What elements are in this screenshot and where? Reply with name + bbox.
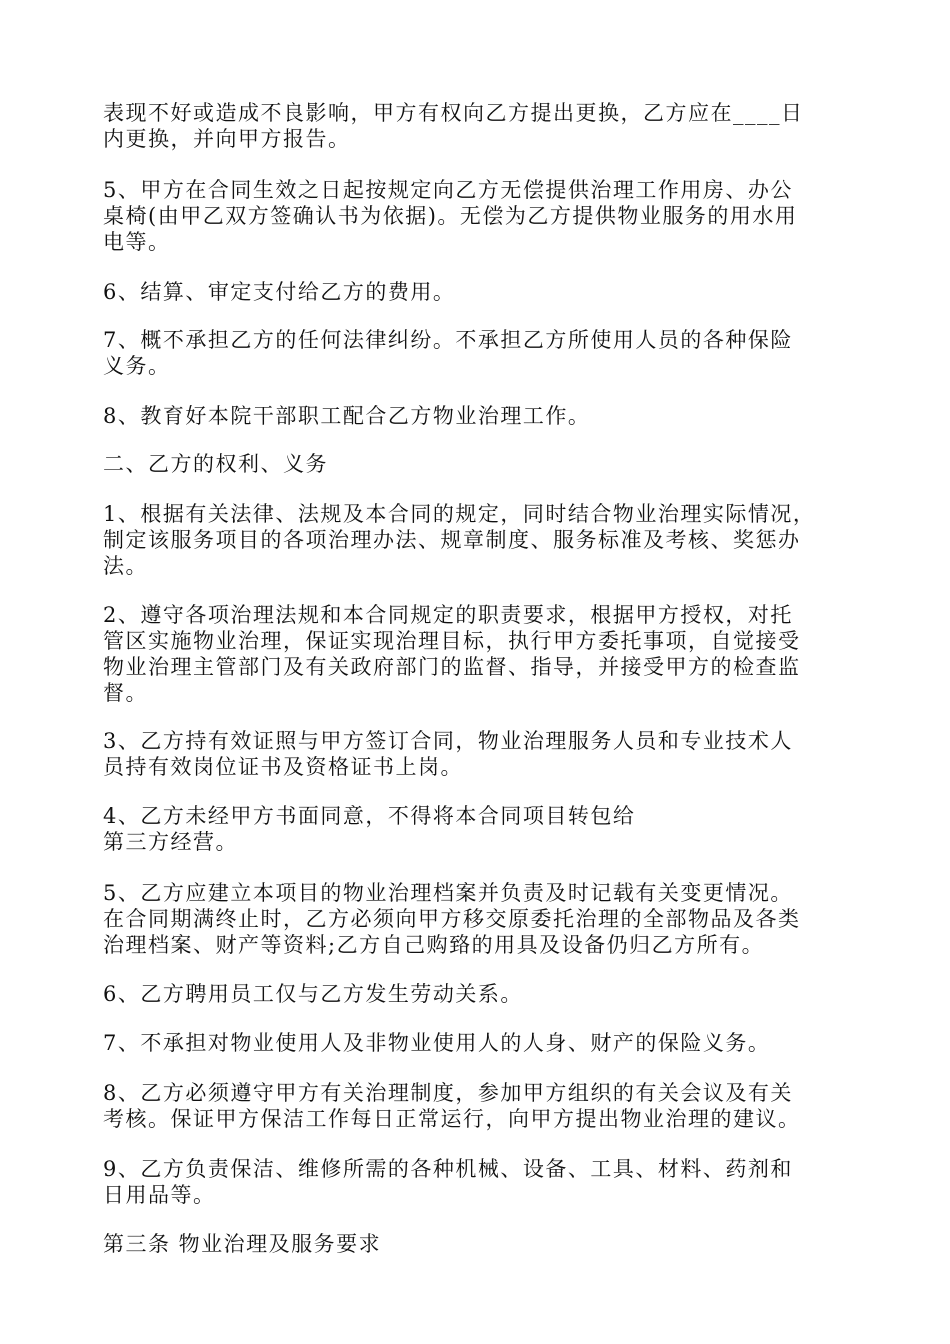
- text-line: 法。: [103, 554, 148, 578]
- text-line: 6、乙方聘用员工仅与乙方发生劳动关系。: [103, 982, 523, 1006]
- text-line: 考核。保证甲方保洁工作每日正常运行，向甲方提出物业治理的建议。: [103, 1107, 801, 1131]
- text-line: 7、概不承担乙方的任何法律纠纷。不承担乙方所使用人员的各种保险: [103, 328, 793, 352]
- text-line: 电等。: [103, 230, 171, 254]
- text-line: 物业治理主管部门及有关政府部门的监督、指导，并接受甲方的检查监: [103, 655, 801, 679]
- section-heading: 二、乙方的权利、义务: [103, 452, 328, 476]
- text-line: 义务。: [103, 354, 171, 378]
- text-line: 8、乙方必须遵守甲方有关治理制度，参加甲方组织的有关会议及有关: [103, 1081, 793, 1105]
- text-line: 在合同期满终止时，乙方必须向甲方移交原委托治理的全部物品及各类: [103, 907, 801, 931]
- text-line: 6、结算、审定支付给乙方的费用。: [103, 280, 456, 304]
- text-line: 4、乙方未经甲方书面同意，不得将本合同项目转包给: [103, 804, 636, 828]
- text-line: 督。: [103, 681, 148, 705]
- text-line: 员持有效岗位证书及资格证书上岗。: [103, 755, 463, 779]
- text-line: 5、甲方在合同生效之日起按规定向乙方无偿提供治理工作用房、办公: [103, 178, 793, 202]
- text-line: 第三方经营。: [103, 830, 238, 854]
- text-line: 1、根据有关法律、法规及本合同的规定，同时结合物业治理实际情况，: [103, 502, 816, 526]
- text-line: 7、不承担对物业使用人及非物业使用人的人身、财产的保险义务。: [103, 1031, 771, 1055]
- text-line: 日用品等。: [103, 1183, 216, 1207]
- text-line: 内更换，并向甲方报告。: [103, 127, 351, 151]
- text-line: 3、乙方持有效证照与甲方签订合同，物业治理服务人员和专业技术人: [103, 729, 793, 753]
- text-line: 9、乙方负责保洁、维修所需的各种机械、设备、工具、材料、药剂和: [103, 1157, 793, 1181]
- text-line: 治理档案、财产等资料;乙方自己购臵的用具及设备仍归乙方所有。: [103, 933, 765, 957]
- text-line: 2、遵守各项治理法规和本合同规定的职责要求，根据甲方授权，对托: [103, 603, 793, 627]
- section-heading: 第三条 物业治理及服务要求: [103, 1232, 382, 1256]
- text-line: 表现不好或造成不良影响，甲方有权向乙方提出更换，乙方应在____日: [103, 101, 804, 125]
- text-line: 8、教育好本院干部职工配合乙方物业治理工作。: [103, 404, 591, 428]
- text-line: 5、乙方应建立本项目的物业治理档案并负责及时记载有关变更情况。: [103, 881, 793, 905]
- text-line: 桌椅(由甲乙双方签确认书为依据)。无偿为乙方提供物业服务的用水用: [103, 204, 798, 228]
- text-line: 管区实施物业治理，保证实现治理目标，执行甲方委托事项，自觉接受: [103, 629, 801, 653]
- text-line: 制定该服务项目的各项治理办法、规章制度、服务标准及考核、奖惩办: [103, 528, 801, 552]
